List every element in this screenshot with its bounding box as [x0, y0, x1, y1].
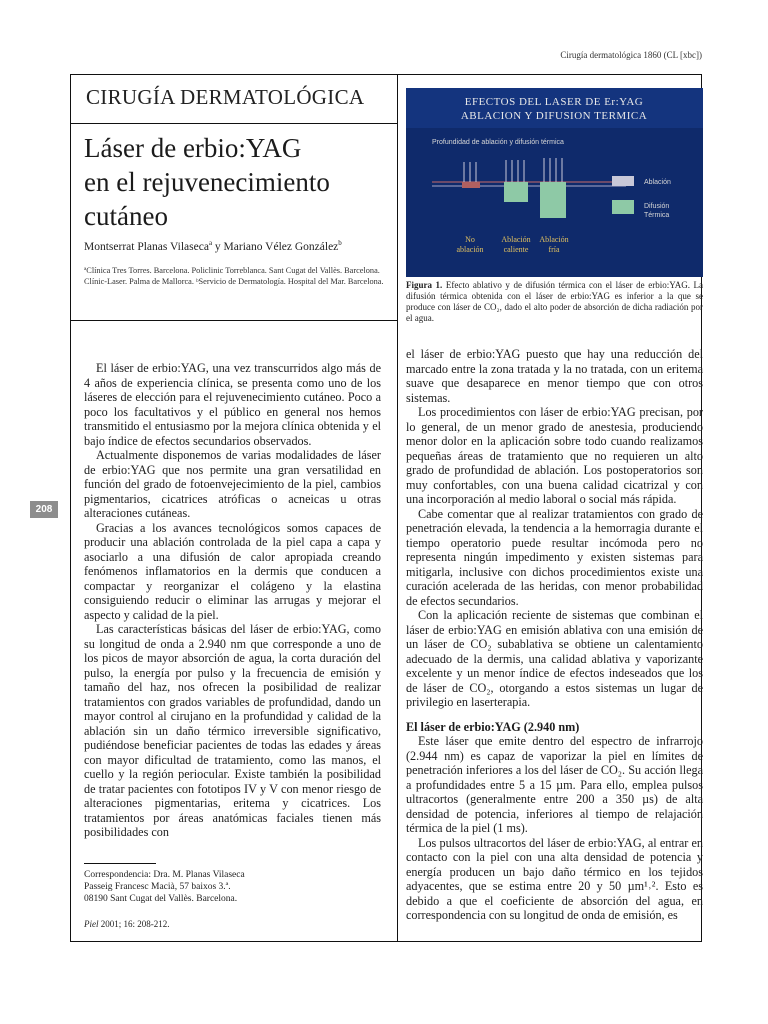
right-column	[406, 347, 703, 923]
footnote-line-2: Passeig Francesc Macià, 57 baixos 3.ª.	[84, 882, 231, 892]
paragraph: El láser de erbio:YAG, una vez transcurridos algo más de 4 años de experiencia clínica, se presenta como uno de los láseres de elección para el rejuvenecimiento cutáneo. Poco a poco los facultativos y el público en general nos hemos transmitido el entusiasmo por la mejora clínica obtenida y el bajo índice de efectos secundarios observados.	[84, 361, 381, 448]
label-ablacion-caliente-2: caliente	[503, 245, 529, 254]
citation-rest: 2001; 16: 208-212.	[98, 919, 170, 929]
footnote-rule	[84, 863, 156, 864]
label-ablacion-fria-2: fría	[548, 245, 560, 254]
legend-ablacion: Ablación	[644, 179, 671, 186]
article-title	[84, 131, 384, 233]
label-ablacion-fria-1: Ablación	[539, 235, 569, 244]
author-join: y	[212, 240, 224, 253]
title-divider	[71, 320, 397, 321]
citation	[84, 919, 170, 929]
title-line-3: cutáneo	[84, 201, 168, 231]
paragraph: Este láser que emite dentro del espectro de infrarrojo (2.944 nm) es capaz de vaporizar la piel en límites de penetración inferiores a los del láser de CO₂. Su acción llega a profundidades entre 5 a 15 µm. Para ello, emplea pulsos ultracortos (generalmente entre 200 a 350 µs) de alta densidad de potencia, inferiores al tiempo de relajación térmica de la piel (1 ms).	[406, 734, 703, 835]
authors	[84, 239, 384, 253]
title-line-1: Láser de erbio:YAG	[84, 133, 302, 163]
title-line-2: en el rejuvenecimiento	[84, 167, 330, 197]
column-divider	[397, 75, 398, 941]
section-divider	[71, 123, 397, 124]
affiliations: ªClínica Tres Torres. Barcelona. Policlinic Torreblanca. Sant Cugat del Vallès. Barcelona. Clínic-Laser. Palma de Mallorca. ᵇServicio de Dermatología. Hospital del Mar. Barcelona.	[84, 266, 384, 286]
paragraph: el láser de erbio:YAG puesto que hay una reducción del marcado entre la zona tratada y la no tratada, con un eritema suave que desaparece en menor tiempo que con otros sistemas.	[406, 347, 703, 405]
legend-difusion: Difusión	[644, 203, 670, 210]
caption-label: Figura 1.	[406, 280, 443, 290]
paragraph: Los pulsos ultracortos del láser de erbio:YAG, al entrar en contacto con la piel con una alta densidad de potencia y energía producen un bajo daño térmico en los tejidos adyacentes, que se estima entre 20 y 50 µm¹˒². Esto es debido a que el coeficiente de absorción del agua, en correspondencia con su longitud de onda de emisión, es	[406, 835, 703, 922]
legend-termica: Térmica	[644, 212, 670, 219]
footnote-line-3: 08190 Sant Cugat del Vallès. Barcelona.	[84, 894, 238, 904]
figure-title-2: ABLACION Y DIFUSION TERMICA	[460, 110, 648, 122]
paragraph: Gracias a los avances tecnológicos somos capaces de producir una ablación controlada de la piel capa a capa y asociarlo a una difusión de calor apropiada creando fenómenos inflamatorios en la dermis que conducen a compactar y reorganizar el colágeno y la elastina consiguiendo reducir o eliminar las arrugas y mejorar el aspecto y calidad de la piel.	[84, 520, 381, 622]
paragraph: Con la aplicación reciente de sistemas que combinan el láser de erbio:YAG en emisión ablativa con una emisión de un láser de CO₂ subablativa se obtiene un calentamiento adecuado de la dermis, una calidad ablativa y vaporizante excelente y un menor índice de efectos indeseados que los de láser de CO₂, otorgando a estos sistemas un lugar de privilegio en laserterapia.	[406, 608, 703, 709]
author-1: Montserrat Planas Vilaseca	[84, 240, 209, 253]
figure-title-1: EFECTOS DEL LASER DE Er:YAG	[464, 96, 644, 108]
label-ablacion-caliente-1: Ablación	[501, 235, 531, 244]
page-number-badge: 208	[30, 501, 58, 518]
footnote-line-1: Correspondencia: Dra. M. Planas Vilaseca	[84, 870, 245, 880]
left-column	[84, 361, 381, 840]
figure-image	[406, 88, 703, 277]
author-2-sup: b	[338, 239, 342, 247]
author-1-sup: a	[208, 239, 213, 247]
correspondence-footnote	[84, 869, 384, 905]
author-2: Mariano Vélez González	[223, 240, 339, 253]
paragraph: Cabe comentar que al realizar tratamientos con grado de penetración elevada, la tendencia a la hemorragia durante el tiempo operatorio puede resultar incómoda pero no representa ningún impedimento y existen sistemas para mitigarla, inclusive con dichos procedimientos existe una curación acelerada de las heridas, con menor probabilidad de efectos secundarios.	[406, 506, 703, 608]
citation-journal: Piel	[84, 919, 99, 929]
figure-caption	[406, 280, 703, 324]
paragraph: Actualmente disponemos de varias modalidades de láser de erbio:YAG que nos permite una gran versatilidad en función del grado de fotoenvejecimiento de la piel, cambios pigmentarios, cicatrices atróficas o acneicas u otras alteraciones cutáneas.	[84, 448, 381, 520]
caption-text: Efecto ablativo y de difusión térmica con el láser de erbio:YAG. La difusión térmica obtenida con el láser de erbio:YAG es inferior a la que se produce con láser de CO₂, dado el alto poder de absorción de dicha radiación por el agua.	[406, 280, 703, 323]
label-no: No	[465, 235, 475, 244]
label-no-ablacion: ablación	[456, 245, 484, 254]
figure-graphic	[406, 88, 703, 277]
paragraph: Las características básicas del láser de erbio:YAG, como su longitud de onda a 2.940 nm que corresponde a uno de los picos de mayor absorción de agua, la corta duración del pulso, la energía por pulso y la frecuencia de emisión y tamaño del haz, nos ofrecen la posibilidad de realizar tratamientos con grados variables de profundidad, dando un mayor control al cirujano en la profundidad y calidad de la ablación sin un daño térmico irreversible significativo, pudiéndose beneficiar pacientes de todas las edades y áreas con mayor dificultad de tratamiento, como las manos, el cuello y la región periocular. Existe también la posibilidad de tratar pacientes con fototipos IV y V con menor riesgo de alteraciones pigmentarias, eritema y cicatrices. Los tratamientos por áreas anatómicas faciales tienen más posibilidades con	[84, 622, 381, 839]
section-title: CIRUGÍA DERMATOLÓGICA	[86, 85, 365, 109]
paragraph: Los procedimientos con láser de erbio:YAG precisan, por lo general, de un menor grado de anestesia, produciendo menor dolor en la aplicación sobre todo cuando realizamos pequeñas áreas de tratamiento que no requieren un alto grado de profundidad de ablación. Los postoperatorios son muy confortables, con una buena calidad cicatrizal y con una incorporación al medio laboral o social más rápida.	[406, 405, 703, 506]
figure-subtitle: Profundidad de ablación y difusión térmica	[432, 139, 564, 146]
subheading: El láser de erbio:YAG (2.940 nm)	[406, 719, 580, 734]
running-head: Cirugía dermatológica 1860 (CL [xbc])	[560, 50, 702, 60]
